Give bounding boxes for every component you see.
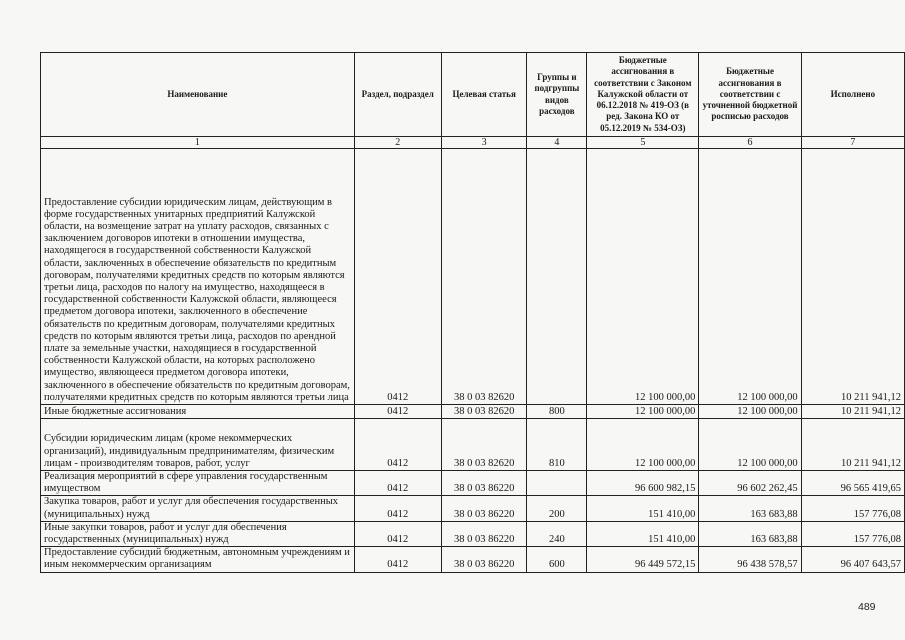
row-section: 0412 [354,521,441,546]
header-revised-appropriations: Бюджетные ассигнования в соответствии с уточненной бюджетной росписью расходов [699,53,801,137]
row-revised: 96 602 262,45 [699,471,801,496]
table-row [41,149,905,405]
row-revised: 163 683,88 [699,521,801,546]
row-executed: 10 211 941,12 [801,149,904,405]
row-executed: 96 407 643,57 [801,547,904,572]
row-law: 12 100 000,00 [587,405,699,419]
row-executed: 10 211 941,12 [801,405,904,419]
row-target: 38 0 03 86220 [441,496,527,521]
column-number: 2 [354,137,441,149]
row-revised: 96 438 578,57 [699,547,801,572]
row-group: 200 [527,496,587,521]
row-revised: 12 100 000,00 [699,149,801,405]
header-group: Группы и подгруппы видов расходов [527,53,587,137]
budget-table [40,52,905,573]
header-target: Целевая статья [441,53,527,137]
column-number: 1 [41,137,355,149]
row-section: 0412 [354,405,441,419]
row-revised: 163 683,88 [699,496,801,521]
row-group: 800 [527,405,587,419]
row-section: 0412 [354,471,441,496]
row-target: 38 0 03 86220 [441,471,527,496]
row-executed: 157 776,08 [801,496,904,521]
row-revised: 12 100 000,00 [699,405,801,419]
column-number: 3 [441,137,527,149]
table-row [41,521,905,546]
row-group [527,471,587,496]
header-row [41,53,905,137]
row-group: 240 [527,521,587,546]
row-target: 38 0 03 86220 [441,547,527,572]
table-row [41,419,905,471]
column-number: 4 [527,137,587,149]
row-section: 0412 [354,547,441,572]
row-law: 151 410,00 [587,521,699,546]
table-row [41,496,905,521]
row-target: 38 0 03 82620 [441,405,527,419]
row-name: Закупка товаров, работ и услуг для обеспечения государственных (муниципальных) нужд [41,496,355,521]
row-group [527,149,587,405]
row-target: 38 0 03 86220 [441,521,527,546]
table-row [41,547,905,572]
row-name: Иные закупки товаров, работ и услуг для обеспечения государственных (муниципальных) нужд [41,521,355,546]
row-executed: 10 211 941,12 [801,419,904,471]
row-law: 96 600 982,15 [587,471,699,496]
row-target: 38 0 03 82620 [441,149,527,405]
row-executed: 157 776,08 [801,521,904,546]
header-name: Наименование [41,53,355,137]
table-row [41,405,905,419]
row-name: Иные бюджетные ассигнования [41,405,355,419]
header-executed: Исполнено [801,53,904,137]
column-number-row [41,137,905,149]
row-law: 12 100 000,00 [587,419,699,471]
row-name: Предоставление субсидии юридическим лицам, действующим в форме государственных унитарных предприятий Калужской области, на возмещение затрат на уплату расходов, связанных с заключением договоров ипотеки в отношении имущества, находящегося в государственной собственности Калужской области, заключенных в обеспечение обязательств по кредитным договорам, получателями кредитных средств по которым являются третьи лица, расходов по налогу на имущество, находящееся в государственной собственности Калужской области, являющееся предметом договора ипотеки, заключенного в обеспечение обязательств по кредитным договорам, получателями кредитных средств по которым являются третьи лица, расходов по арендной плате за земельные участки, находящиеся в государственной собственности Калужской области, на которых расположено имущество, являющееся предметом договора ипотеки, заключенного в обеспечение обязательств по кредитным договорам, получателями кредитных средств по которым являются третьи лица [41,149,355,405]
column-number: 5 [587,137,699,149]
row-target: 38 0 03 82620 [441,419,527,471]
header-section: Раздел, подраздел [354,53,441,137]
row-section: 0412 [354,496,441,521]
table-row [41,471,905,496]
column-number: 6 [699,137,801,149]
row-name: Реализация мероприятий в сфере управления государственным имуществом [41,471,355,496]
column-number: 7 [801,137,904,149]
header-law-appropriations: Бюджетные ассигнования в соответствии с Законом Калужской области от 06.12.2018 № 419-ОЗ (в ред. Закона КО от 05.12.2019 № 534-ОЗ) [587,53,699,137]
row-law: 151 410,00 [587,496,699,521]
row-law: 12 100 000,00 [587,149,699,405]
row-group: 600 [527,547,587,572]
row-section: 0412 [354,149,441,405]
row-name: Субсидии юридическим лицам (кроме некоммерческих организаций), индивидуальным предпринимателям, физическим лицам - производителям товаров, работ, услуг [41,419,355,471]
row-group: 810 [527,419,587,471]
row-name: Предоставление субсидий бюджетным, автономным учреждениям и иным некоммерческим организациям [41,547,355,572]
row-revised: 12 100 000,00 [699,419,801,471]
row-law: 96 449 572,15 [587,547,699,572]
page-number: 489 [858,601,876,613]
row-executed: 96 565 419,65 [801,471,904,496]
row-section: 0412 [354,419,441,471]
